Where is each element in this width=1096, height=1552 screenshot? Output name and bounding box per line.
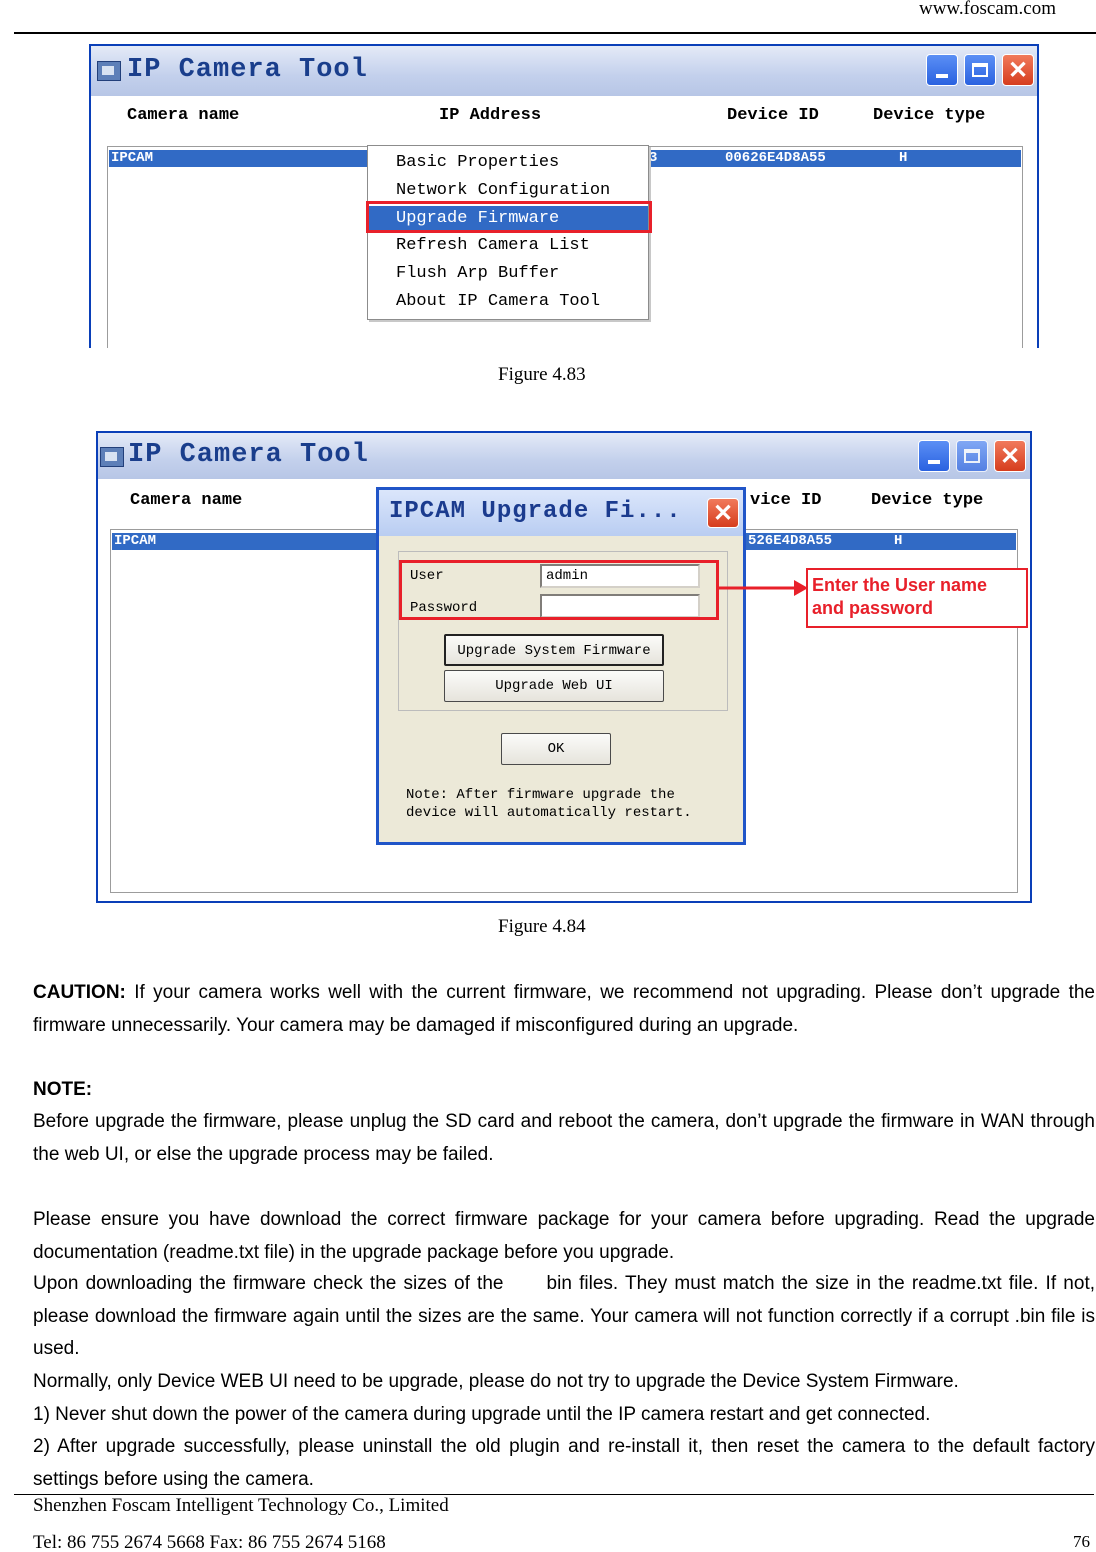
menu-item-basic-properties[interactable]: Basic Properties [396, 153, 560, 172]
annotation-callout [806, 568, 1028, 628]
caution-paragraph [33, 977, 1095, 1042]
menu-item-flush-arp-buffer[interactable]: Flush Arp Buffer [396, 264, 560, 283]
window-titlebar [98, 433, 1030, 479]
step-1-paragraph: 1) Never shut down the power of the camera during upgrade until the IP camera restart and get connected. [33, 1404, 931, 1425]
web-ui-paragraph: Normally, only Device WEB UI need to be upgrade, please do not try to upgrade the Device System Firmware. [33, 1371, 959, 1392]
cell-ip-tail: 3 [649, 150, 658, 166]
callout-line-1: Enter the User name [812, 575, 988, 595]
menu-item-network-configuration[interactable]: Network Configuration [396, 181, 611, 200]
minimize-button[interactable] [918, 440, 950, 472]
callout-arrow [716, 572, 810, 598]
app-icon [100, 447, 124, 467]
dialog-note-line-1: Note: After firmware upgrade the [406, 787, 675, 803]
cell-device-id: 526E4D8A55 [748, 533, 833, 549]
window-title: IP Camera Tool [128, 440, 369, 470]
cell-device-type: H [899, 150, 908, 166]
minimize-icon [936, 74, 948, 78]
cell-camera-name: IPCAM [111, 150, 154, 166]
minimize-icon [928, 460, 940, 464]
close-icon: ✕ [999, 442, 1021, 470]
close-button[interactable] [1002, 54, 1034, 86]
menu-item-refresh-camera-list[interactable]: Refresh Camera List [396, 236, 590, 255]
firmware-package-paragraph: Please ensure you have download the correct firmware package for your camera before upgrading. Read the upgrade documentation (readme.txt file) in the upgrade package before you upgrade. [33, 1209, 1095, 1263]
close-button[interactable] [994, 440, 1026, 472]
caution-label: CAUTION: [33, 982, 126, 1003]
cell-device-id: 00626E4D8A55 [725, 150, 826, 166]
footer-company: Shenzhen Foscam Intelligent Technology Co., Limited [33, 1495, 449, 1516]
highlight-upgrade-firmware [366, 201, 652, 233]
dialog-close-button[interactable] [707, 498, 739, 528]
upgrade-web-ui-button[interactable]: Upgrade Web UI [444, 670, 664, 702]
cell-camera-name: IPCAM [114, 533, 157, 549]
page-number: 76 [1073, 1532, 1090, 1551]
window-title: IP Camera Tool [127, 55, 368, 85]
maximize-icon [964, 449, 980, 463]
user-input[interactable]: admin [540, 564, 700, 588]
dialog-note-line-2: device will automatically restart. [406, 805, 692, 821]
caution-text: If your camera works well with the current firmware, we recommend not upgrading. Please don’t upgrade the firmware unnecessarily. Your camera may be damaged if misconfigured during an upgrade. [33, 982, 1095, 1036]
col-device-id[interactable]: vice ID [750, 491, 822, 510]
header-url: www.foscam.com [918, 0, 1056, 19]
close-icon: ✕ [1007, 56, 1029, 84]
col-device-id[interactable]: Device ID [727, 106, 819, 125]
col-ip-address[interactable]: IP Address [439, 106, 542, 125]
highlight-credentials [399, 560, 719, 620]
maximize-icon [972, 63, 988, 77]
close-icon: ✕ [712, 499, 734, 527]
menu-item-upgrade-firmware[interactable]: Upgrade Firmware [368, 206, 648, 232]
app-icon [97, 61, 121, 81]
note-heading: NOTE: [33, 1079, 93, 1100]
password-label: Password [410, 600, 478, 616]
figure-caption-484: Figure 4.84 [498, 916, 586, 937]
minimize-button[interactable] [926, 54, 958, 86]
maximize-button[interactable] [964, 54, 996, 86]
callout-line-2: and password [812, 598, 934, 618]
note-paragraph: Before upgrade the firmware, please unplug the SD card and reboot the camera, don’t upgrade the firmware in WAN through the web UI, or else the upgrade process may be failed. [33, 1111, 1095, 1165]
upgrade-system-firmware-button[interactable]: Upgrade System Firmware [444, 634, 664, 666]
ok-button[interactable]: OK [501, 733, 611, 765]
cell-device-type: H [894, 533, 903, 549]
col-device-type[interactable]: Device type [871, 491, 984, 510]
maximize-button[interactable] [956, 440, 988, 472]
col-camera-name[interactable]: Camera name [130, 491, 243, 510]
col-camera-name[interactable]: Camera name [127, 106, 240, 125]
step-2-paragraph: 2) After upgrade successfully, please uninstall the old plugin and re-install it, then reset the camera to the default factory settings before using the camera. [33, 1436, 1095, 1490]
col-device-type[interactable]: Device type [873, 106, 986, 125]
footer-contact: Tel: 86 755 2674 5668 Fax: 86 755 2674 5168 [33, 1532, 386, 1552]
menu-item-about[interactable]: About IP Camera Tool [396, 292, 601, 311]
user-label: User [410, 568, 444, 584]
dialog-title: IPCAM Upgrade Fi... [389, 498, 682, 525]
figure-caption-483: Figure 4.83 [498, 364, 586, 385]
bin-file-paragraph: Upon downloading the firmware check the sizes of the bin files. They must match the size in the readme.txt file. If not, please download the firmware again until the sizes are the same. Your camera will not function correctly if a corrupt .bin file is used. [33, 1273, 1095, 1359]
header-rule [14, 32, 1096, 34]
upgrade-firmware-dialog [376, 487, 746, 845]
window-titlebar [91, 46, 1037, 96]
dialog-titlebar [379, 490, 743, 536]
